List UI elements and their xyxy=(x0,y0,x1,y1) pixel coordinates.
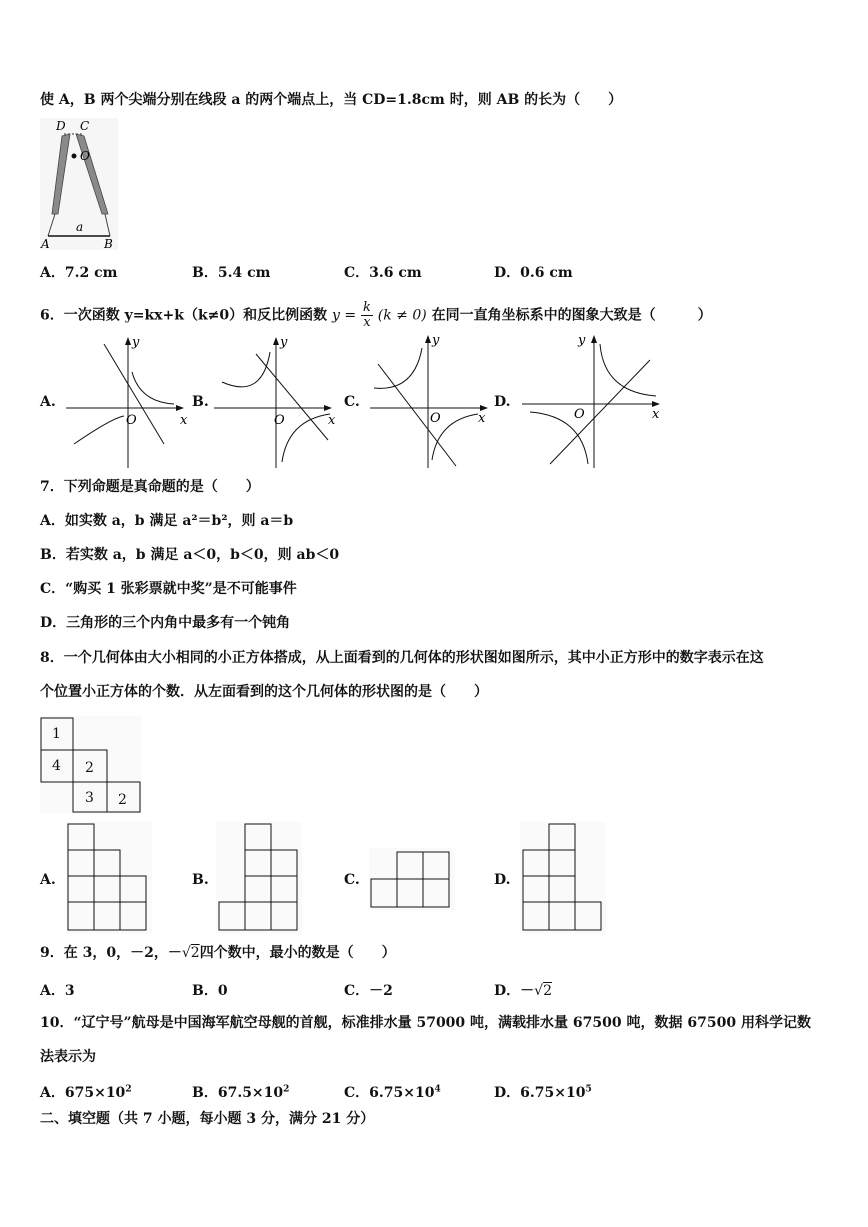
q9-option-b[interactable]: B．0 xyxy=(192,983,228,999)
q8-option-a-figure xyxy=(66,822,152,934)
sqrt-symbol: √2 xyxy=(181,945,200,961)
q9-stem xyxy=(40,944,396,962)
q8-option-c-figure xyxy=(369,848,455,910)
axis-y-label: y xyxy=(132,335,140,350)
label-D: D xyxy=(56,119,66,133)
q10-stem-line2: 法表示为 xyxy=(40,1049,96,1065)
origin-label: O xyxy=(126,413,137,428)
q7-option-b[interactable]: B．若实数 a，b 满足 a＜0，b＜0，则 ab＜0 xyxy=(40,547,340,563)
q10-option-d-exp: 5 xyxy=(585,1084,592,1095)
q7-stem: 7．下列命题是真命题的是（ ） xyxy=(40,479,260,495)
q7-option-a[interactable]: A．如实数 a，b 满足 a²＝b²，则 a＝b xyxy=(40,513,294,529)
axis-x-label: x xyxy=(652,407,660,422)
sqrt-symbol: √2 xyxy=(534,983,552,999)
origin-label: O xyxy=(574,407,585,422)
q6-formula-cond: (k ≠ 0) xyxy=(377,307,427,324)
axis-y-label: y xyxy=(432,333,440,348)
q8-stem-line2: 个位置小正方体的个数．从左面看到的这个几何体的形状图的是（ ） xyxy=(40,684,488,700)
q7-option-c[interactable]: C．“购买 1 张彩票就中奖”是不可能事件 xyxy=(40,581,297,597)
q10-option-a-exp: 2 xyxy=(125,1084,132,1095)
q6-graph-c xyxy=(368,330,493,470)
q9-option-a[interactable]: A．3 xyxy=(40,983,75,999)
q10-option-a-base: A．675×10 xyxy=(40,1085,126,1101)
q8-option-d-figure xyxy=(520,822,606,934)
axis-x-label: x xyxy=(478,411,486,426)
q6-stem xyxy=(40,301,712,330)
q10-stem-line1: 10．“辽宁号”航母是中国海军航空母舰的首舰，标准排水量 57000 吨，满载排水量 67500 吨，数据 67500 用科学记数 xyxy=(40,1015,811,1031)
q10-option-c-exp: 4 xyxy=(434,1084,441,1095)
q6-formula-lhs: y = xyxy=(332,307,357,324)
q6-graph-b xyxy=(212,332,337,470)
q9-stem-suffix: 四个数中，最小的数是（ ） xyxy=(199,945,396,961)
q8-option-a[interactable]: A. xyxy=(40,872,56,888)
axis-x-label: x xyxy=(180,413,188,428)
q5-option-b[interactable]: B．5.4 cm xyxy=(192,265,271,281)
q10-option-b-base: B．67.5×10 xyxy=(192,1085,284,1101)
q9-option-c[interactable]: C．－2 xyxy=(344,983,393,999)
q5-stem: 使 A，B 两个尖端分别在线段 a 的两个端点上，当 CD=1.8cm 时，则 AB 的长为（ ） xyxy=(40,92,623,108)
q6-fraction xyxy=(361,301,373,330)
q10-option-b-exp: 2 xyxy=(283,1084,290,1095)
label-C: C xyxy=(80,119,90,133)
q10-option-d-base: D．6.75×10 xyxy=(494,1085,586,1101)
grid-num-3: 2 xyxy=(85,760,94,776)
grid-num-1: 1 xyxy=(52,726,61,742)
q9-option-d-sqrt: 2 xyxy=(543,983,552,999)
q6-option-c[interactable]: C. xyxy=(344,394,360,410)
label-B: B xyxy=(104,237,113,250)
origin-label: O xyxy=(430,411,441,426)
q9-stem-prefix: 9．在 3，0，－2，－ xyxy=(40,945,182,961)
grid-num-4: 3 xyxy=(85,790,94,806)
grid-num-5: 2 xyxy=(118,792,127,808)
q5-option-a[interactable]: A．7.2 cm xyxy=(40,265,118,281)
q6-fraction-den: x xyxy=(363,315,371,330)
axis-y-label: y xyxy=(280,335,288,350)
q6-option-a[interactable]: A. xyxy=(40,394,56,410)
q10-option-c[interactable] xyxy=(344,1082,441,1102)
q9-option-d[interactable] xyxy=(494,980,552,1000)
label-O: O xyxy=(80,149,90,163)
q8-option-c[interactable]: C. xyxy=(344,872,360,888)
q9-option-d-label: D．－ xyxy=(494,983,535,999)
q8-option-b-figure xyxy=(216,822,302,934)
q5-option-c[interactable]: C．3.6 cm xyxy=(344,265,422,281)
q5-option-d[interactable]: D．0.6 cm xyxy=(494,265,573,281)
q6-fraction-num: k xyxy=(362,300,371,315)
q10-option-a[interactable] xyxy=(40,1082,132,1102)
q6-graph-d xyxy=(520,330,665,470)
label-a: a xyxy=(76,220,84,234)
q6-option-b[interactable]: B. xyxy=(192,394,209,410)
grid-num-2: 4 xyxy=(52,758,61,774)
axis-x-label: x xyxy=(328,413,336,428)
q6-option-d[interactable]: D. xyxy=(494,394,511,410)
axis-y-label: y xyxy=(578,333,586,348)
q10-option-b[interactable] xyxy=(192,1082,289,1102)
q8-top-view-grid xyxy=(40,716,142,814)
origin-label: O xyxy=(274,413,285,428)
q8-option-d[interactable]: D. xyxy=(494,872,511,888)
q6-graph-a xyxy=(64,332,189,470)
q9-sqrt-content: 2 xyxy=(190,945,200,961)
q10-option-d[interactable] xyxy=(494,1082,592,1102)
q6-stem-suffix: 在同一直角坐标系中的图象大致是（ ） xyxy=(431,307,712,324)
q7-option-d[interactable]: D．三角形的三个内角中最多有一个钝角 xyxy=(40,615,291,631)
section2-heading: 二、填空题（共 7 小题，每小题 3 分，满分 21 分） xyxy=(40,1111,375,1127)
compass-figure xyxy=(40,118,120,250)
q8-option-b[interactable]: B. xyxy=(192,872,209,888)
q10-option-c-base: C．6.75×10 xyxy=(344,1085,435,1101)
q8-stem-line1: 8．一个几何体由大小相同的小正方体搭成，从上面看到的几何体的形状图如图所示，其中小正方形中的数字表示在这 xyxy=(40,650,764,666)
q6-stem-prefix: 6．一次函数 y=kx+k（k≠0）和反比例函数 xyxy=(40,307,328,324)
label-A: A xyxy=(41,237,50,250)
